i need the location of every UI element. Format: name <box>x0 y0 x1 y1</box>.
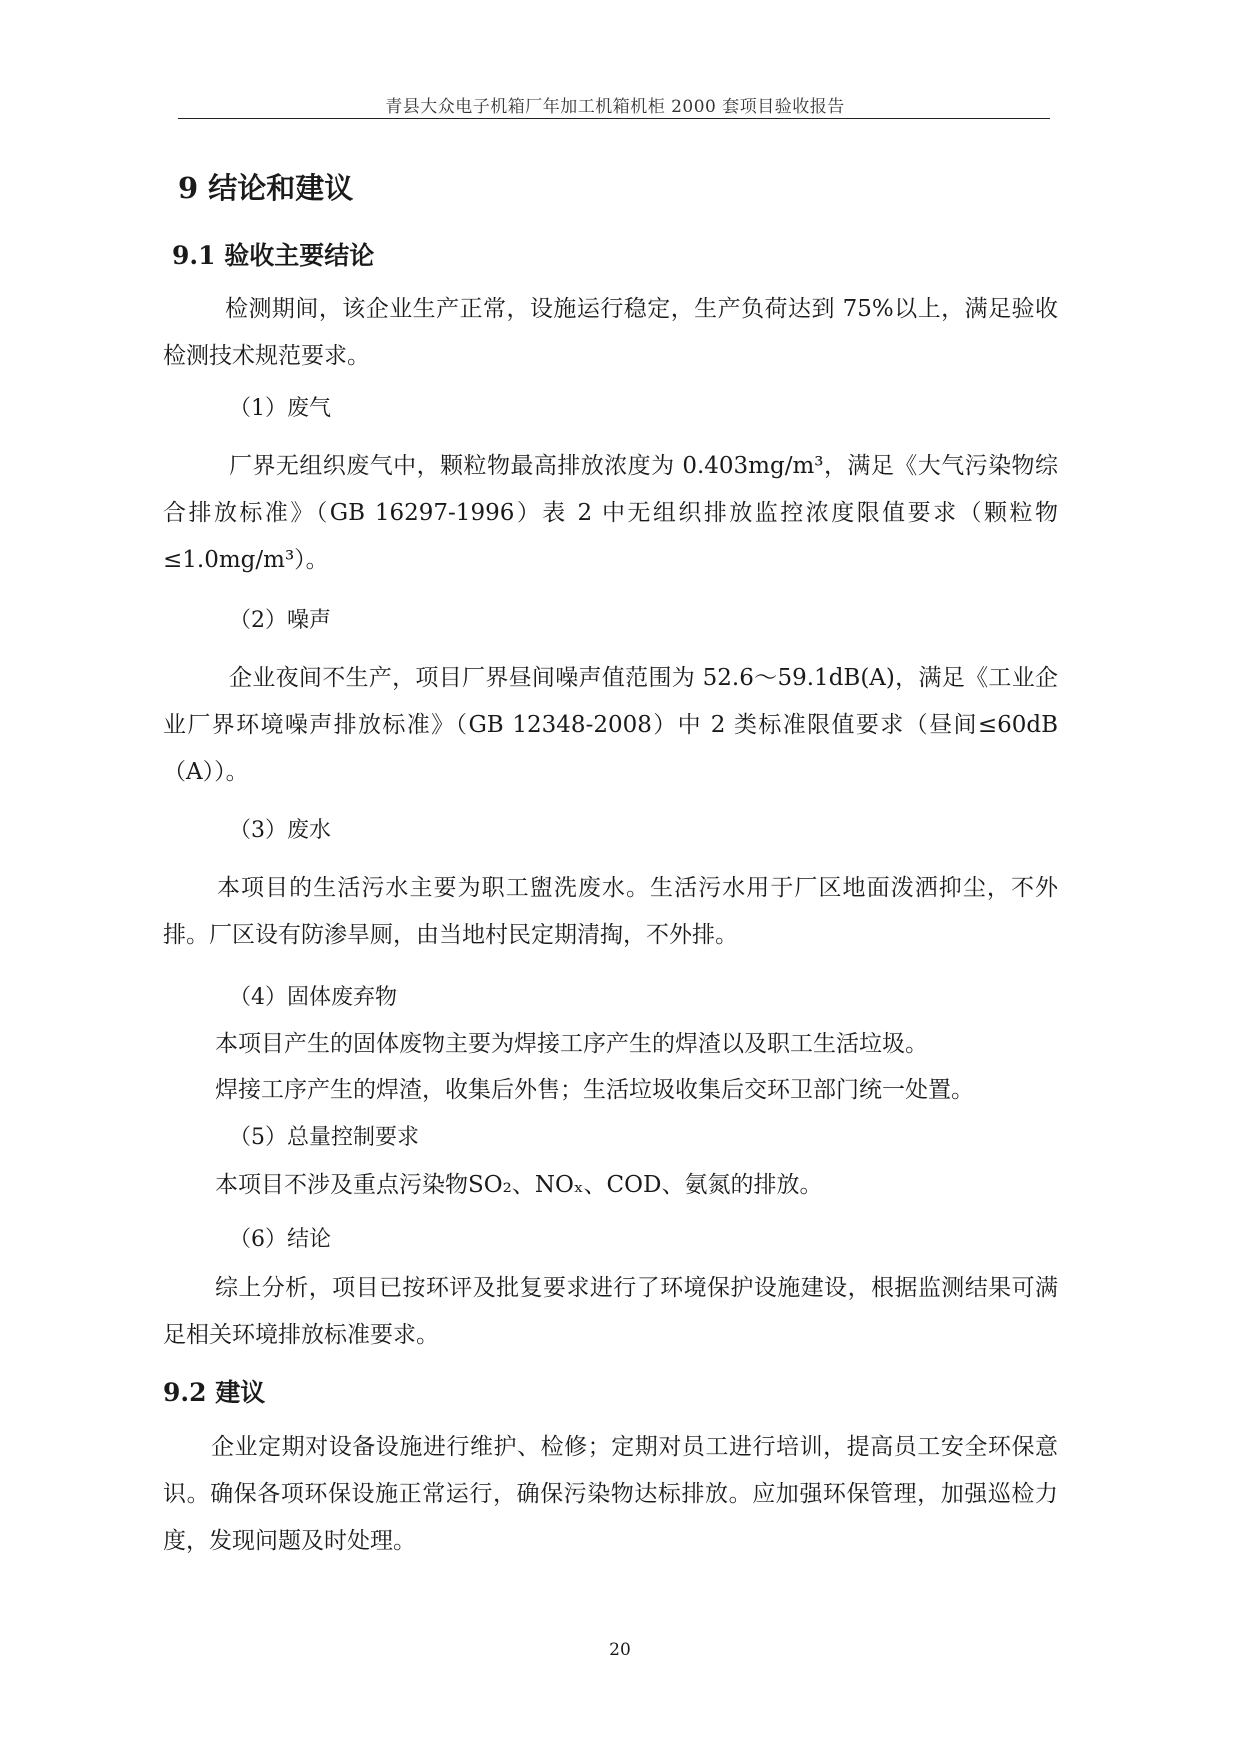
total-control-line: 本项目不涉及重点污染物SO₂、NOₓ、COD、氨氮的排放。 <box>215 1172 823 1198</box>
subheading-total-control: （5）总量控制要求 <box>229 1125 419 1150</box>
waste-water-paragraph: 本项目的生活污水主要为职工盥洗废水。生活污水用于厂区地面泼洒抑尘，不外排。厂区设有防渗旱厕，由当地村民定期清掏，不外排。 <box>163 875 1058 948</box>
solid-waste-line-1: 本项目产生的固体废物主要为焊接工序产生的焊渣以及职工生活垃圾。 <box>215 1031 928 1057</box>
subheading-solid-waste: （4）固体废弃物 <box>229 985 397 1010</box>
conclusion-paragraph: 综上分析，项目已按环评及批复要求进行了环境保护设施建设，根据监测结果可满足相关环境排放标准要求。 <box>163 1275 1058 1348</box>
subheading-waste-gas: （1）废气 <box>229 396 331 421</box>
solid-waste-line-2: 焊接工序产生的焊渣，收集后外售；生活垃圾收集后交环卫部门统一处置。 <box>215 1077 974 1103</box>
section-title-9-1: 9.1 验收主要结论 <box>172 241 375 270</box>
noise-paragraph: 企业夜间不生产，项目厂界昼间噪声值范围为 52.6～59.1dB(A)，满足《工业企业厂界环境噪声排放标准》（GB 12348-2008）中 2 类标准限值要求（昼间≤60dB（A））。 <box>163 665 1058 785</box>
subheading-waste-water: （3）废水 <box>229 818 331 843</box>
subheading-conclusion: （6）结论 <box>229 1227 331 1252</box>
intro-paragraph: 检测期间，该企业生产正常，设施运行稳定，生产负荷达到 75%以上，满足验收检测技术规范要求。 <box>163 296 1058 369</box>
header-rule <box>178 118 1050 119</box>
page-number: 20 <box>609 1640 631 1660</box>
recommendation-paragraph: 企业定期对设备设施进行维护、检修；定期对员工进行培训，提高员工安全环保意识。确保各项环保设施正常运行，确保污染物达标排放。应加强环保管理，加强巡检力度，发现问题及时处理。 <box>163 1434 1058 1554</box>
section-title-9-2: 9.2 建议 <box>163 1378 266 1407</box>
subheading-noise: （2）噪声 <box>229 608 331 633</box>
chapter-title: 9 结论和建议 <box>178 171 354 205</box>
waste-gas-paragraph: 厂界无组织废气中，颗粒物最高排放浓度为 0.403mg/m³，满足《大气污染物综合排放标准》（GB 16297-1996）表 2 中无组织排放监控浓度限值要求（颗粒物≤1.0mg/m³）。 <box>163 453 1058 573</box>
page-header: 青县大众电子机箱厂年加工机箱机柜 2000 套项目验收报告 <box>385 97 845 117</box>
